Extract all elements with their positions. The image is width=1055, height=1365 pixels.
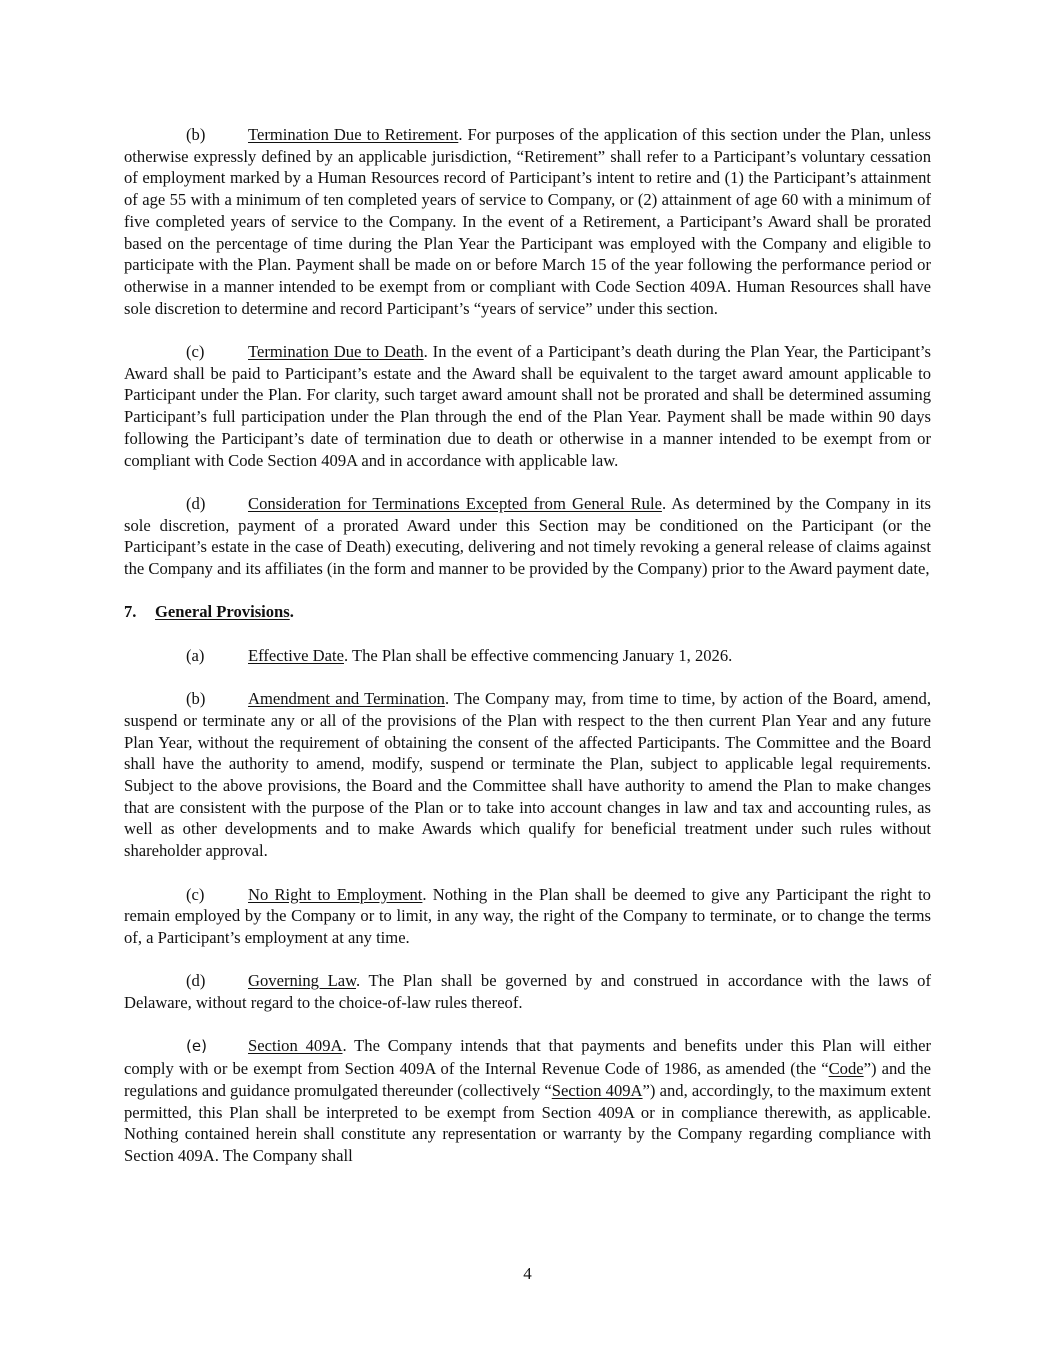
paragraph-label: (d) xyxy=(186,971,206,991)
section-7d-title: Governing Law xyxy=(248,971,356,991)
section-6d-title: Consideration for Terminations Excepted from General Rule xyxy=(248,493,662,513)
paragraph-label: (d) xyxy=(186,493,206,513)
section-7b-paragraph xyxy=(124,688,931,862)
section-6d-text: . As determined by the Company in its sole discretion, payment of a prorated Award under this Section may be conditioned on the Participant (or the Participant’s estate in the case of Death) executing, delivering and not timely revoking a general release of claims against the Company and its affiliates (in the form and manner to be provided by the Company) prior to the Award payment date, xyxy=(124,493,931,579)
section-title: General Provisions xyxy=(155,602,290,622)
section-7b-text: . The Company may, from time to time, by action of the Board, amend, suspend or terminate any or all of the provisions of the Plan with respect to the then current Plan Year and any future Plan Year, without the requirement of obtaining the consent of the affected Participants. The Committee and the Board shall have the authority to amend, modify, suspend or terminate the Plan, subject to applicable legal requirements. Subject to the above provisions, the Board and the Committee shall have authority to amend the Plan to make changes that are consistent with the purpose of the Plan or to take into account changes in law and tax and accounting rules, as well as other developments and to make Awards which qualify for beneficial treatment under such rules without shareholder approval. xyxy=(124,689,931,861)
section-7-heading xyxy=(124,601,931,623)
section-7a-paragraph xyxy=(124,645,931,667)
section-6b-paragraph xyxy=(124,124,931,319)
section-7e-text-1: . The Company intends that that payments and benefits under this Plan will either comply with or be exempt from Section 409A of the Internal Revenue Code of 1986, as amended (the “ xyxy=(124,1036,932,1079)
section-7e-text-2: ”) and the regulations and guidance promulgated thereunder (collectively “ xyxy=(124,1059,931,1100)
section-7e-paragraph xyxy=(124,1035,931,1166)
section-7c-text: . Nothing in the Plan shall be deemed to give any Participant the right to remain employed by the Company or to limit, in any way, the right of the Company to terminate, or to change the terms of, a Participant’s employment at any time. xyxy=(124,884,931,947)
section-6c-paragraph xyxy=(124,341,931,471)
defined-term-section-409a: Section 409A xyxy=(551,1080,643,1100)
section-7e-text-3: ”) and, accordingly, to the maximum extent permitted, this Plan shall be interpreted to be exempt from Section 409A or in compliance therewith, as applicable. Nothing contained herein shall constitute any representation or warranty by the Company regarding compliance with Section 409A. The Company shall xyxy=(124,1080,931,1165)
document-page xyxy=(124,124,931,1167)
section-number: 7. xyxy=(124,602,137,622)
section-7d-paragraph xyxy=(124,970,931,1013)
section-7a-text: . The Plan shall be effective commencing January 1, 2026. xyxy=(343,645,733,665)
section-6c-text: . In the event of a Participant’s death during the Plan Year, the Participant’s Award shall be paid to Participant’s estate and the Award shall be equivalent to the target award amount applicable to Participant under the Plan. For clarity, such target award amount shall not be prorated and shall be determined assuming Participant’s full participation under the Plan through the end of the Plan Year. Payment shall be made within 90 days following the Participant’s date of termination due to death or otherwise in a manner intended to be exempt from or compliant with Code Section 409A and in accordance with applicable law. xyxy=(124,342,931,470)
section-7c-title: No Right to Employment xyxy=(248,884,423,904)
section-7d-text: . The Plan shall be governed by and construed in accordance with the laws of Delaware, without regard to the choice-of-law rules thereof. xyxy=(124,971,932,1013)
paragraph-label: (e) xyxy=(186,1037,207,1056)
paragraph-label: (c) xyxy=(186,342,205,362)
section-7a-title: Effective Date xyxy=(248,645,344,665)
section-6b-title: Termination Due to Retirement xyxy=(248,125,459,144)
paragraph-label: (b) xyxy=(186,689,206,709)
paragraph-label: (a) xyxy=(186,645,205,665)
section-7e-title: Section 409A xyxy=(248,1036,343,1056)
section-7b-title: Amendment and Termination xyxy=(248,689,445,709)
paragraph-label: (c) xyxy=(186,884,205,904)
paragraph-label: (b) xyxy=(186,125,206,144)
defined-term-code: Code xyxy=(828,1059,864,1079)
section-6b-text: . For purposes of the application of this section under the Plan, unless otherwise expressly defined by an applicable jurisdiction, “Retirement” shall refer to a Participant’s voluntary cessation of employment marked by a Human Resources record of Participant’s intent to retire and (1) the Participant’s attainment of age 55 with a minimum of ten completed years of service to Company, or (2) attainment of age 60 with a minimum of five completed years of service to the Company. In the event of a Retirement, a Participant’s Award shall be prorated based on the percentage of time during the Plan Year the Participant was employed with the Company and eligible to participate with the Plan. Payment shall be made on or before March 15 of the year following the performance period or otherwise in a manner intended to be exempt from or compliant with Code Section 409A. Human Resources shall have sole discretion to determine and record Participant’s “years of service” under this section. xyxy=(124,125,931,318)
section-6c-title: Termination Due to Death xyxy=(248,342,424,362)
page-number: 4 xyxy=(523,1264,532,1283)
section-title-period: . xyxy=(289,602,294,622)
section-7c-paragraph xyxy=(124,884,931,949)
section-6d-paragraph xyxy=(124,493,931,580)
